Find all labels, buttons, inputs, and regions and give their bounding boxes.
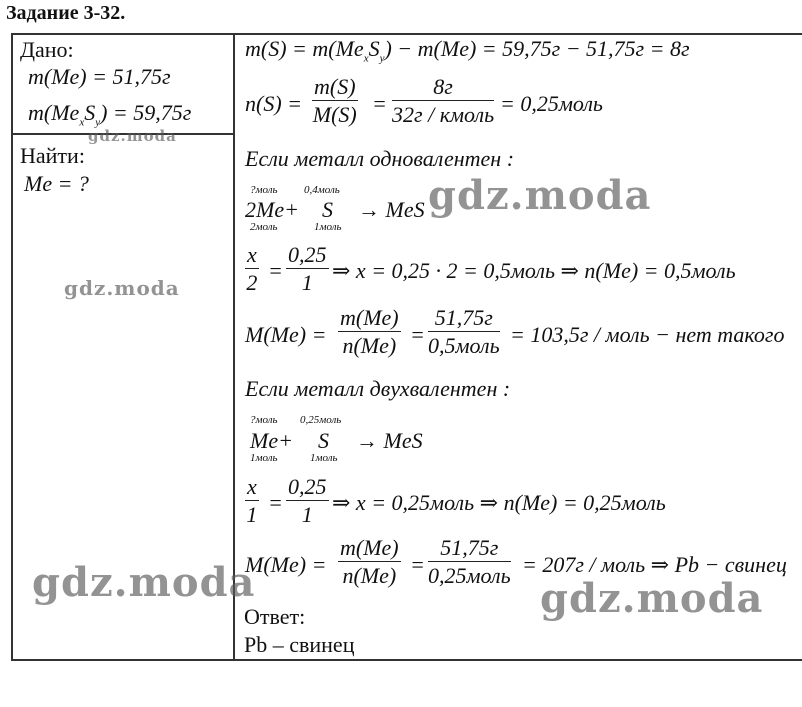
eq2-fraction-1 — [312, 74, 358, 128]
task-title: Задание 3-32. — [6, 2, 126, 24]
eq3-fraction-1 — [245, 242, 259, 296]
r2-bottom-mol-2: 1моль — [310, 452, 338, 464]
r2-reactant-sulfur: S — [318, 428, 329, 453]
given-mass-sulfide-pre: m(Me — [28, 100, 80, 125]
eq6-f2-num: 51,75г — [440, 535, 499, 560]
eq5-fraction-1 — [245, 474, 259, 528]
r1-top-mol-1: ?моль — [250, 184, 278, 196]
r1-bottom-mol-1: 2моль — [250, 221, 278, 233]
eq6-fraction-2 — [428, 535, 511, 589]
given-sub-y: y — [95, 116, 101, 129]
eq5-f2-num: 0,25 — [288, 474, 327, 499]
r2-bottom-mol-1: 1моль — [250, 452, 278, 464]
eq4-f2-den: 0,5моль — [428, 333, 500, 358]
eq4-f1-num: m(Me) — [340, 305, 399, 330]
eq6-lhs: M(Me) = — [245, 552, 327, 577]
given-mass-sulfide — [28, 100, 191, 128]
r2-top-mol-1: ?моль — [250, 414, 278, 426]
watermark-5: gdz.moda — [540, 575, 764, 622]
watermark-2: gdz.moda — [428, 172, 652, 219]
find-metal: Me = ? — [24, 171, 89, 196]
eq4-lhs: M(Me) = — [245, 322, 327, 347]
given-mass-sulfide-post: ) = 59,75г — [100, 100, 192, 125]
eq4-rhs: = 103,5г / моль − нет такого — [510, 322, 785, 347]
eq5-f2-den: 1 — [286, 500, 329, 528]
given-mass-metal: m(Me) = 51,75г — [28, 64, 171, 89]
eq2-f2-den: 32г / кмоль — [392, 102, 495, 127]
eq2-fraction-2 — [392, 74, 494, 128]
eq4-fraction-1 — [338, 305, 401, 359]
watermark-4: gdz.moda — [32, 559, 256, 606]
eq1-sub-y: y — [379, 52, 385, 65]
eq-mass-sulfur — [245, 36, 690, 64]
r2-top-mol-2: 0,25моль — [300, 414, 342, 426]
given-mass-sulfide-mid: S — [84, 100, 96, 125]
eq2-f2-num: 8г — [433, 74, 453, 99]
eq1-sub-x: x — [363, 52, 369, 65]
eq6-f1-den: n(Me) — [338, 561, 401, 589]
eq4-fraction-2 — [428, 305, 500, 359]
eq3-rhs: ⇒ x = 0,25 · 2 = 0,5моль ⇒ n(Me) = 0,5моль — [332, 258, 736, 283]
eq5-f1-den: 1 — [246, 502, 258, 527]
eq6-f2-den: 0,25моль — [428, 563, 511, 588]
given-label: Дано: — [20, 37, 74, 62]
eq5-fraction-2 — [286, 474, 329, 528]
answer-label: Ответ: — [244, 604, 306, 629]
table-top-border — [11, 33, 802, 35]
eq3-f2-num: 0,25 — [288, 242, 327, 267]
case1-heading: Если металл одновалентен : — [245, 146, 515, 171]
eq6-f1-num: m(Me) — [340, 535, 399, 560]
answer-value: Pb – свинец — [244, 632, 355, 657]
r2-reactant-metal: Me+ — [250, 428, 293, 453]
eq3-eq: = — [268, 258, 283, 283]
eq3-f1-num: x — [247, 242, 257, 267]
r2-product: → MeS — [356, 428, 423, 453]
eq5-rhs: ⇒ x = 0,25моль ⇒ n(Me) = 0,25моль — [332, 490, 666, 515]
eq3-f1-den: 2 — [246, 270, 258, 295]
eq4-f1-den: n(Me) — [338, 331, 401, 359]
eq5-f1-num: x — [247, 474, 257, 499]
case2-heading: Если металл двухвалентен : — [245, 376, 511, 401]
watermark-1: gdz.moda — [88, 127, 177, 145]
eq6-fraction-1 — [338, 535, 401, 589]
eq3-fraction-2 — [286, 242, 329, 296]
r1-reactant-sulfur: S — [322, 197, 333, 222]
r1-bottom-mol-2: 1моль — [314, 221, 342, 233]
watermark-3: gdz.moda — [64, 276, 180, 300]
eq6-eq: = — [410, 552, 425, 577]
eq1-mid: S — [368, 36, 380, 61]
r1-product: → MeS — [358, 197, 425, 222]
table-left-border — [11, 33, 13, 660]
r1-reactant-metal: 2Me+ — [245, 197, 299, 222]
find-label: Найти: — [20, 143, 85, 168]
eq5-eq: = — [268, 490, 283, 515]
given-sub-x: x — [79, 116, 85, 129]
eq2-f1-den: M(S) — [312, 102, 357, 127]
eq1-pre: m(S) = m(Me — [245, 36, 364, 61]
eq6-rhs: = 207г / моль ⇒ Pb − свинец — [522, 552, 787, 577]
eq3-f2-den: 1 — [286, 268, 329, 296]
eq2-lhs: n(S) = — [245, 91, 302, 116]
r1-top-mol-2: 0,4моль — [304, 184, 340, 196]
eq1-post: ) − m(Me) = 59,75г − 51,75г = 8г — [384, 36, 690, 61]
eq2-eq: = — [372, 91, 387, 116]
eq2-rhs: = 0,25моль — [500, 91, 603, 116]
eq2-f1-num: m(S) — [314, 74, 356, 99]
answer-bottom-border — [233, 659, 802, 661]
table-bottom-border — [11, 659, 234, 661]
eq4-f2-num: 51,75г — [434, 305, 493, 330]
eq4-eq: = — [410, 322, 425, 347]
